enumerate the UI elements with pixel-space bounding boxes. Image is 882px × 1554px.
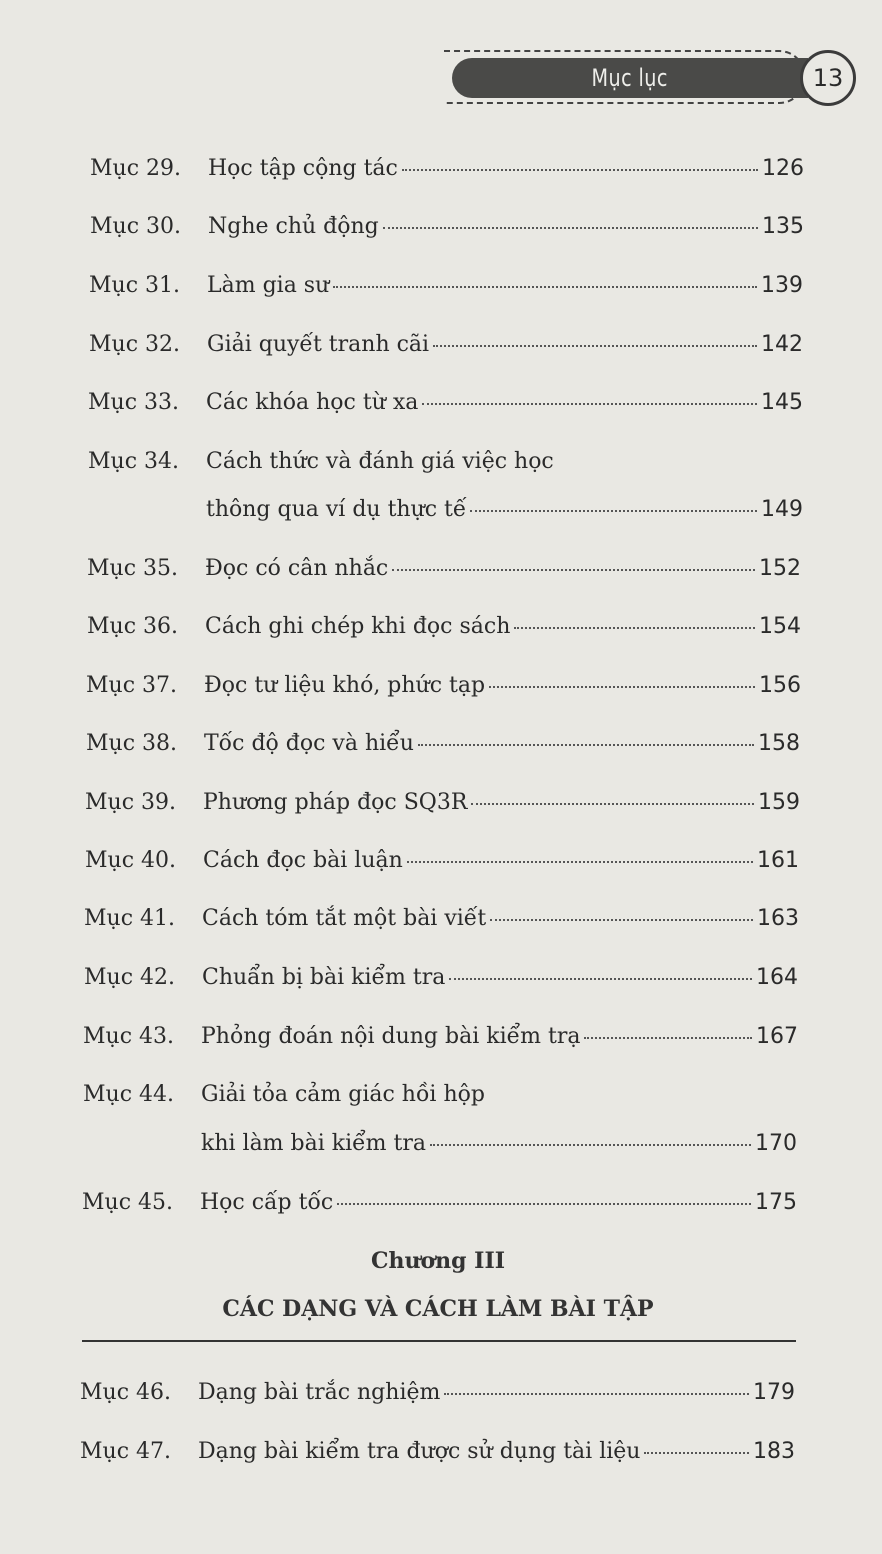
- toc-entry[interactable]: [88, 449, 803, 479]
- entry-title: Dạng bài kiểm tra được sử dụng tài liệu: [198, 1439, 641, 1464]
- dot-leader: [402, 169, 758, 171]
- dot-leader: [514, 627, 755, 629]
- entry-number: Mục 31.: [89, 273, 180, 298]
- entry-page: 164: [756, 965, 798, 990]
- toc-entry[interactable]: [87, 614, 801, 644]
- entry-title: Làm gia sư: [207, 273, 330, 298]
- entry-title: Giải quyết tranh cãi: [207, 332, 430, 357]
- dot-leader: [333, 286, 757, 288]
- toc-entry[interactable]: [89, 332, 803, 362]
- entry-page: 183: [753, 1439, 795, 1464]
- entry-page: 175: [755, 1190, 797, 1215]
- toc-entry[interactable]: [90, 156, 804, 186]
- entry-page: 156: [759, 673, 801, 698]
- header-banner: [452, 58, 808, 98]
- toc-entry[interactable]: [86, 731, 800, 761]
- entry-number: Mục 46.: [80, 1380, 171, 1405]
- entry-page: 163: [757, 906, 799, 931]
- entry-title-line2: thông qua ví dụ thực tế: [206, 497, 467, 522]
- dot-leader: [383, 227, 758, 229]
- chapter-label: Chương III: [370, 1248, 506, 1274]
- entry-number: Mục 47.: [80, 1439, 171, 1464]
- dot-leader: [392, 569, 755, 571]
- entry-number: Mục 39.: [85, 790, 176, 815]
- dot-leader: [584, 1037, 752, 1039]
- entry-title: Phương pháp đọc SQ3R: [203, 790, 468, 815]
- entry-title: Phỏng đoán nội dung bài kiểm trạ: [201, 1024, 581, 1049]
- entry-title: Các khóa học từ xa: [206, 390, 419, 415]
- entry-title-line1: Cách thức và đánh giá việc học: [206, 449, 554, 474]
- dot-leader: [407, 861, 753, 863]
- entry-title: Học tập cộng tác: [208, 156, 398, 181]
- toc-entry[interactable]: [80, 1439, 795, 1469]
- entry-page: 142: [761, 332, 803, 357]
- entry-title-line1: Giải tỏa cảm giác hồi hộp: [201, 1082, 485, 1107]
- toc-entry[interactable]: [82, 1190, 797, 1220]
- entry-number: Mục 40.: [85, 848, 176, 873]
- dot-leader: [337, 1203, 751, 1205]
- section-title: Mục lục: [591, 64, 669, 92]
- entry-number: Mục 37.: [86, 673, 177, 698]
- entry-title: Tốc độ đọc và hiểu: [204, 731, 414, 756]
- entry-title: Dạng bài trắc nghiệm: [198, 1380, 441, 1405]
- chapter-title: CÁC DẠNG VÀ CÁCH LÀM BÀI TẬP: [222, 1296, 654, 1322]
- entry-number: Mục 30.: [90, 214, 181, 239]
- entry-title-line2: khi làm bài kiểm tra: [201, 1131, 426, 1156]
- toc-entry-continuation[interactable]: [201, 1131, 797, 1161]
- dot-leader: [490, 919, 753, 921]
- entry-title: Đọc tư liệu khó, phức tạp: [204, 673, 486, 698]
- entry-title: Cách đọc bài luận: [203, 848, 403, 873]
- entry-page: 139: [761, 273, 803, 298]
- entry-number: Mục 42.: [84, 965, 175, 990]
- dot-leader: [489, 686, 755, 688]
- entry-number: Mục 33.: [88, 390, 179, 415]
- chapter-divider: [82, 1340, 796, 1342]
- page-number: 13: [800, 50, 856, 106]
- dot-leader: [418, 744, 754, 746]
- dot-leader: [470, 510, 757, 512]
- dot-leader: [422, 403, 757, 405]
- toc-entry[interactable]: [84, 906, 799, 936]
- entry-number: Mục 43.: [83, 1024, 174, 1049]
- entry-number: Mục 35.: [87, 556, 178, 581]
- toc-entry[interactable]: [89, 273, 803, 303]
- entry-number: Mục 41.: [84, 906, 175, 931]
- dot-leader: [644, 1452, 749, 1454]
- toc-entry[interactable]: [87, 556, 801, 586]
- entry-title: Chuẩn bị bài kiểm tra: [202, 965, 446, 990]
- entry-page: 158: [758, 731, 800, 756]
- toc-entry-continuation[interactable]: [206, 497, 803, 527]
- entry-page: 126: [762, 156, 804, 181]
- entry-title: Nghe chủ động: [208, 214, 379, 239]
- dot-leader: [444, 1393, 749, 1395]
- toc-entry[interactable]: [84, 965, 798, 995]
- entry-title: Cách tóm tắt một bài viết: [202, 906, 487, 931]
- entry-page: 179: [753, 1380, 795, 1405]
- entry-page: 159: [758, 790, 800, 815]
- entry-number: Mục 36.: [87, 614, 178, 639]
- entry-page: 154: [759, 614, 801, 639]
- toc-entry[interactable]: [83, 1082, 798, 1112]
- entry-page: 149: [761, 497, 803, 522]
- dot-leader: [430, 1144, 751, 1146]
- entry-page: 170: [755, 1131, 797, 1156]
- entry-page: 135: [762, 214, 804, 239]
- toc-entry[interactable]: [88, 390, 803, 420]
- entry-page: 167: [756, 1024, 798, 1049]
- dot-leader: [471, 803, 754, 805]
- toc-entry[interactable]: [83, 1024, 798, 1054]
- entry-number: Mục 45.: [82, 1190, 173, 1215]
- toc-entry[interactable]: [80, 1380, 795, 1410]
- entry-number: Mục 34.: [88, 449, 179, 474]
- toc-entry[interactable]: [86, 673, 801, 703]
- toc-entry[interactable]: [85, 790, 800, 820]
- entry-title: Học cấp tốc: [200, 1190, 334, 1215]
- toc-entry[interactable]: [85, 848, 799, 878]
- entry-title: Đọc có cân nhắc: [205, 556, 389, 581]
- entry-page: 152: [759, 556, 801, 581]
- entry-number: Mục 32.: [89, 332, 180, 357]
- dot-leader: [449, 978, 752, 980]
- entry-title: Cách ghi chép khi đọc sách: [205, 614, 511, 639]
- entry-number: Mục 44.: [83, 1082, 174, 1107]
- entry-page: 161: [757, 848, 799, 873]
- entry-number: Mục 29.: [90, 156, 181, 181]
- entry-number: Mục 38.: [86, 731, 177, 756]
- dot-leader: [433, 345, 757, 347]
- entry-page: 145: [761, 390, 803, 415]
- toc-entry[interactable]: [90, 214, 804, 244]
